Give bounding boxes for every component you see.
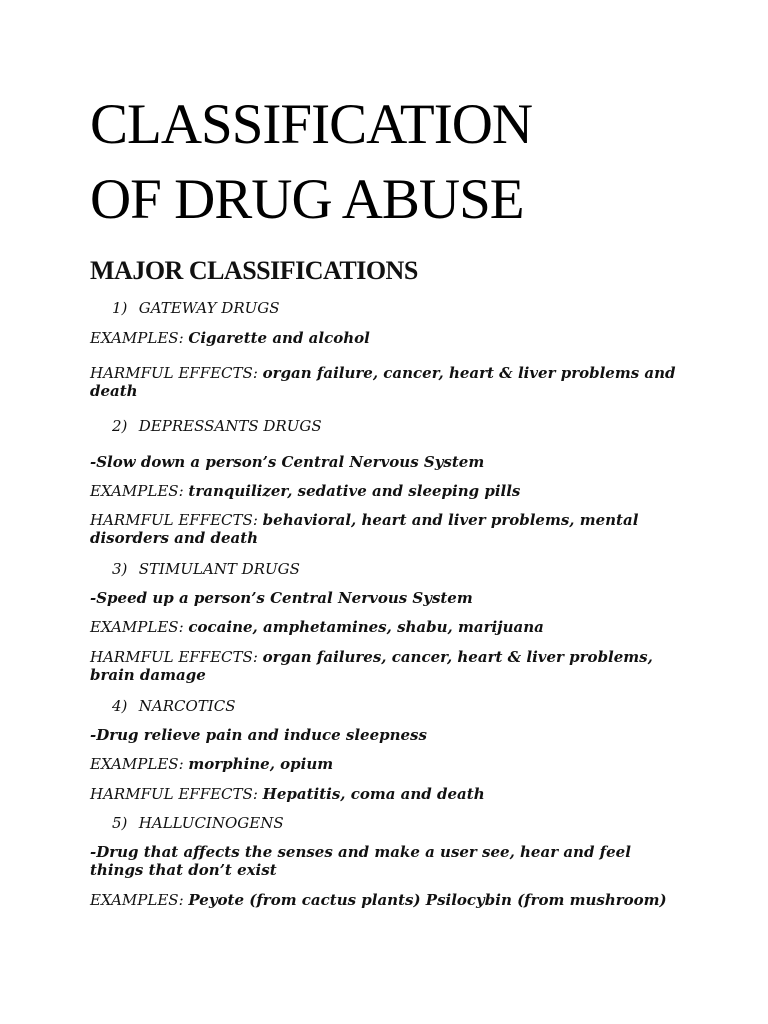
- document-title: [90, 93, 690, 246]
- section-3-description: -Speed up a person’s Central Nervous System: [90, 589, 473, 607]
- section-4-heading: 4) NARCOTICS: [112, 697, 236, 715]
- section-4-effects: HARMFUL EFFECTS: Hepatitis, coma and death: [90, 785, 485, 803]
- section-2-heading: 2) DEPRESSANTS DRUGS: [112, 417, 322, 435]
- section-1-effects: HARMFUL EFFECTS: organ failure, cancer, heart & liver problems and death: [90, 364, 676, 400]
- section-2-description: -Slow down a person’s Central Nervous System: [90, 453, 485, 471]
- section-4-examples: EXAMPLES: morphine, opium: [90, 755, 334, 773]
- title-line-2: OF DRUG ABUSE: [90, 168, 524, 231]
- section-2-effects: HARMFUL EFFECTS: behavioral, heart and liver problems, mental disorders and death: [90, 511, 639, 547]
- section-3-examples: EXAMPLES: cocaine, amphetamines, shabu, marijuana: [90, 618, 544, 636]
- section-1-examples: EXAMPLES: Cigarette and alcohol: [90, 329, 370, 347]
- section-1-heading: 1) GATEWAY DRUGS: [112, 299, 280, 317]
- section-5-description: -Drug that affects the senses and make a user see, hear and feel things that don’t exist: [90, 843, 631, 879]
- section-2-examples: EXAMPLES: tranquilizer, sedative and sleeping pills: [90, 482, 521, 500]
- section-5-heading: 5) HALLUCINOGENS: [112, 814, 284, 832]
- section-3-heading: 3) STIMULANT DRUGS: [112, 560, 300, 578]
- section-subtitle: MAJOR CLASSIFICATIONS: [90, 256, 418, 285]
- section-3-effects: HARMFUL EFFECTS: organ failures, cancer, heart & liver problems, brain damage: [90, 648, 653, 684]
- document-page: [90, 93, 690, 909]
- title-line-1: CLASSIFICATION: [90, 93, 533, 156]
- section-5-examples: EXAMPLES: Peyote (from cactus plants) Psilocybin (from mushroom): [90, 891, 667, 909]
- section-4-description: -Drug relieve pain and induce sleepness: [90, 726, 427, 744]
